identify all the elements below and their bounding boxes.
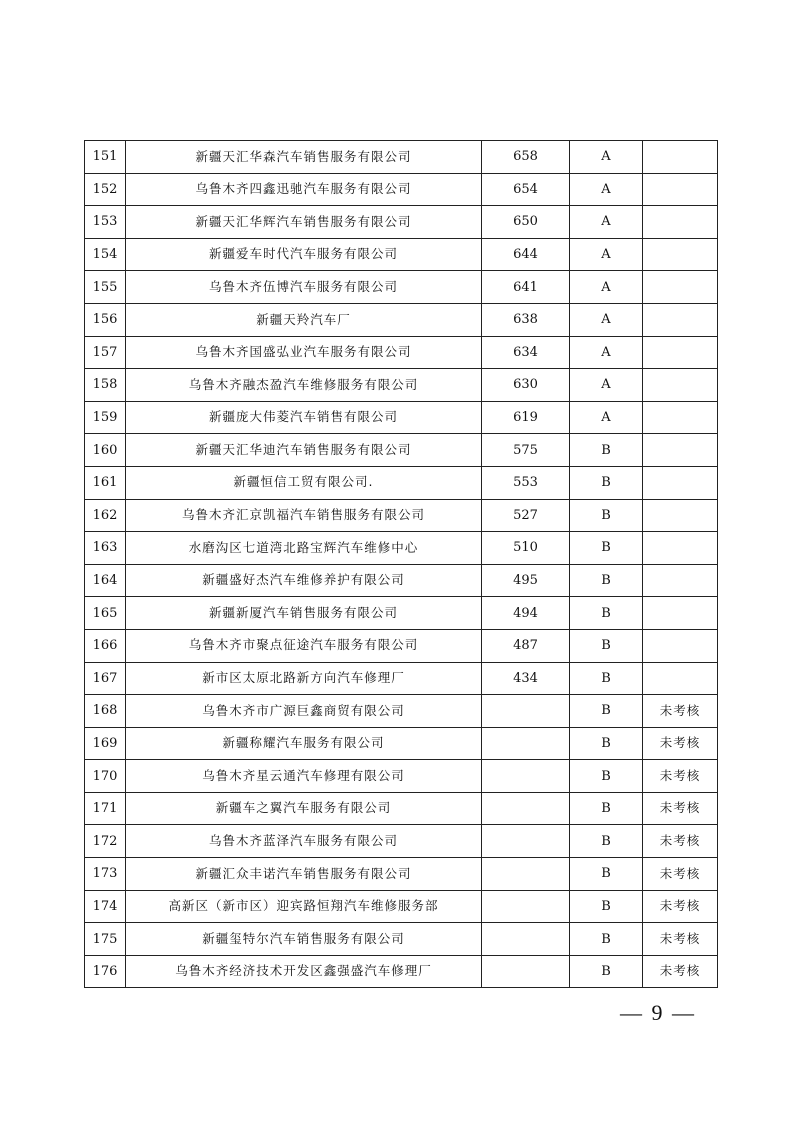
score-cell: 654 <box>482 173 570 206</box>
score-cell: 553 <box>482 466 570 499</box>
score-cell: 658 <box>482 141 570 174</box>
row-number-cell: 158 <box>85 369 126 402</box>
score-cell: 638 <box>482 303 570 336</box>
table-row <box>85 271 718 304</box>
row-number-cell: 152 <box>85 173 126 206</box>
table-row <box>85 825 718 858</box>
note-cell <box>643 564 718 597</box>
row-number-cell: 164 <box>85 564 126 597</box>
score-cell: 575 <box>482 434 570 467</box>
note-cell: 未考核 <box>643 695 718 728</box>
row-number-cell: 151 <box>85 141 126 174</box>
note-cell <box>643 336 718 369</box>
grade-cell: A <box>570 173 643 206</box>
score-cell <box>482 695 570 728</box>
company-name-cell: 乌鲁木齐星云通汽车修理有限公司 <box>126 760 482 793</box>
company-name-cell: 新疆天羚汽车厂 <box>126 303 482 336</box>
note-cell: 未考核 <box>643 792 718 825</box>
note-cell <box>643 434 718 467</box>
row-number-cell: 155 <box>85 271 126 304</box>
grade-cell: B <box>570 727 643 760</box>
table-row <box>85 629 718 662</box>
company-name-cell: 乌鲁木齐市聚点征途汽车服务有限公司 <box>126 629 482 662</box>
grade-cell: A <box>570 336 643 369</box>
company-name-cell: 高新区（新市区）迎宾路恒翔汽车维修服务部 <box>126 890 482 923</box>
note-cell: 未考核 <box>643 858 718 891</box>
note-cell <box>643 173 718 206</box>
row-number-cell: 157 <box>85 336 126 369</box>
company-name-cell: 乌鲁木齐融杰盈汽车维修服务有限公司 <box>126 369 482 402</box>
row-number-cell: 171 <box>85 792 126 825</box>
table-row <box>85 792 718 825</box>
score-cell: 510 <box>482 532 570 565</box>
score-cell <box>482 792 570 825</box>
row-number-cell: 170 <box>85 760 126 793</box>
grade-cell: B <box>570 955 643 988</box>
table-row <box>85 141 718 174</box>
grade-cell: B <box>570 499 643 532</box>
table-row <box>85 336 718 369</box>
note-cell <box>643 369 718 402</box>
table-row <box>85 955 718 988</box>
row-number-cell: 156 <box>85 303 126 336</box>
grade-cell: B <box>570 662 643 695</box>
company-name-cell: 乌鲁木齐蓝泽汽车服务有限公司 <box>126 825 482 858</box>
table-row <box>85 499 718 532</box>
row-number-cell: 174 <box>85 890 126 923</box>
table-row <box>85 695 718 728</box>
row-number-cell: 163 <box>85 532 126 565</box>
grade-cell: B <box>570 890 643 923</box>
row-number-cell: 166 <box>85 629 126 662</box>
row-number-cell: 169 <box>85 727 126 760</box>
score-cell: 434 <box>482 662 570 695</box>
company-name-cell: 新疆天汇华森汽车销售服务有限公司 <box>126 141 482 174</box>
ranking-table-body <box>85 141 718 988</box>
grade-cell: A <box>570 369 643 402</box>
note-cell <box>643 206 718 239</box>
grade-cell: B <box>570 695 643 728</box>
row-number-cell: 167 <box>85 662 126 695</box>
table-row <box>85 206 718 239</box>
grade-cell: A <box>570 271 643 304</box>
note-cell <box>643 466 718 499</box>
note-cell: 未考核 <box>643 890 718 923</box>
company-name-cell: 乌鲁木齐国盛弘业汽车服务有限公司 <box>126 336 482 369</box>
company-name-cell: 新疆恒信工贸有限公司. <box>126 466 482 499</box>
grade-cell: B <box>570 792 643 825</box>
company-name-cell: 新疆天汇华辉汽车销售服务有限公司 <box>126 206 482 239</box>
table-row <box>85 662 718 695</box>
company-name-cell: 新疆盛好杰汽车维修养护有限公司 <box>126 564 482 597</box>
row-number-cell: 159 <box>85 401 126 434</box>
company-name-cell: 乌鲁木齐市广源巨鑫商贸有限公司 <box>126 695 482 728</box>
company-name-cell: 新疆汇众丰诺汽车销售服务有限公司 <box>126 858 482 891</box>
score-cell <box>482 825 570 858</box>
row-number-cell: 172 <box>85 825 126 858</box>
note-cell: 未考核 <box>643 923 718 956</box>
table-row <box>85 923 718 956</box>
company-name-cell: 新市区太原北路新方向汽车修理厂 <box>126 662 482 695</box>
grade-cell: B <box>570 825 643 858</box>
table-row <box>85 434 718 467</box>
company-name-cell: 乌鲁木齐伍博汽车服务有限公司 <box>126 271 482 304</box>
note-cell <box>643 597 718 630</box>
grade-cell: B <box>570 532 643 565</box>
table-row <box>85 597 718 630</box>
company-name-cell: 新疆新厦汽车销售服务有限公司 <box>126 597 482 630</box>
score-cell: 495 <box>482 564 570 597</box>
note-cell <box>643 238 718 271</box>
score-cell: 650 <box>482 206 570 239</box>
row-number-cell: 173 <box>85 858 126 891</box>
company-name-cell: 新疆庞大伟菱汽车销售有限公司 <box>126 401 482 434</box>
grade-cell: A <box>570 238 643 271</box>
table-row <box>85 303 718 336</box>
ranking-table <box>84 140 718 988</box>
score-cell: 527 <box>482 499 570 532</box>
row-number-cell: 161 <box>85 466 126 499</box>
table-row <box>85 369 718 402</box>
note-cell: 未考核 <box>643 825 718 858</box>
score-cell: 494 <box>482 597 570 630</box>
row-number-cell: 153 <box>85 206 126 239</box>
company-name-cell: 乌鲁木齐汇京凯福汽车销售服务有限公司 <box>126 499 482 532</box>
grade-cell: B <box>570 629 643 662</box>
score-cell: 641 <box>482 271 570 304</box>
score-cell: 634 <box>482 336 570 369</box>
table-row <box>85 173 718 206</box>
table-row <box>85 532 718 565</box>
score-cell: 619 <box>482 401 570 434</box>
note-cell <box>643 499 718 532</box>
table-row <box>85 466 718 499</box>
note-cell: 未考核 <box>643 727 718 760</box>
row-number-cell: 165 <box>85 597 126 630</box>
grade-cell: B <box>570 564 643 597</box>
company-name-cell: 乌鲁木齐经济技术开发区鑫强盛汽车修理厂 <box>126 955 482 988</box>
score-cell <box>482 955 570 988</box>
row-number-cell: 176 <box>85 955 126 988</box>
note-cell <box>643 401 718 434</box>
row-number-cell: 162 <box>85 499 126 532</box>
note-cell <box>643 629 718 662</box>
score-cell <box>482 727 570 760</box>
company-name-cell: 水磨沟区七道湾北路宝辉汽车维修中心 <box>126 532 482 565</box>
grade-cell: B <box>570 760 643 793</box>
table-row <box>85 890 718 923</box>
score-cell <box>482 923 570 956</box>
grade-cell: A <box>570 141 643 174</box>
note-cell <box>643 532 718 565</box>
score-cell: 487 <box>482 629 570 662</box>
table-row <box>85 760 718 793</box>
company-name-cell: 乌鲁木齐四鑫迅驰汽车服务有限公司 <box>126 173 482 206</box>
table-row <box>85 858 718 891</box>
grade-cell: B <box>570 434 643 467</box>
company-name-cell: 新疆爱车时代汽车服务有限公司 <box>126 238 482 271</box>
company-name-cell: 新疆车之翼汽车服务有限公司 <box>126 792 482 825</box>
row-number-cell: 154 <box>85 238 126 271</box>
grade-cell: B <box>570 466 643 499</box>
grade-cell: B <box>570 858 643 891</box>
row-number-cell: 168 <box>85 695 126 728</box>
note-cell <box>643 303 718 336</box>
note-cell <box>643 141 718 174</box>
company-name-cell: 新疆玺特尔汽车销售服务有限公司 <box>126 923 482 956</box>
table-row <box>85 401 718 434</box>
grade-cell: B <box>570 923 643 956</box>
grade-cell: A <box>570 303 643 336</box>
grade-cell: A <box>570 401 643 434</box>
row-number-cell: 175 <box>85 923 126 956</box>
page-number: — 9 — <box>620 1000 696 1025</box>
score-cell <box>482 890 570 923</box>
table-row <box>85 238 718 271</box>
company-name-cell: 新疆天汇华迪汽车销售服务有限公司 <box>126 434 482 467</box>
table-row <box>85 727 718 760</box>
note-cell <box>643 662 718 695</box>
note-cell: 未考核 <box>643 760 718 793</box>
company-name-cell: 新疆称耀汽车服务有限公司 <box>126 727 482 760</box>
table-row <box>85 564 718 597</box>
note-cell <box>643 271 718 304</box>
score-cell <box>482 760 570 793</box>
grade-cell: B <box>570 597 643 630</box>
row-number-cell: 160 <box>85 434 126 467</box>
score-cell: 644 <box>482 238 570 271</box>
score-cell: 630 <box>482 369 570 402</box>
grade-cell: A <box>570 206 643 239</box>
score-cell <box>482 858 570 891</box>
note-cell: 未考核 <box>643 955 718 988</box>
